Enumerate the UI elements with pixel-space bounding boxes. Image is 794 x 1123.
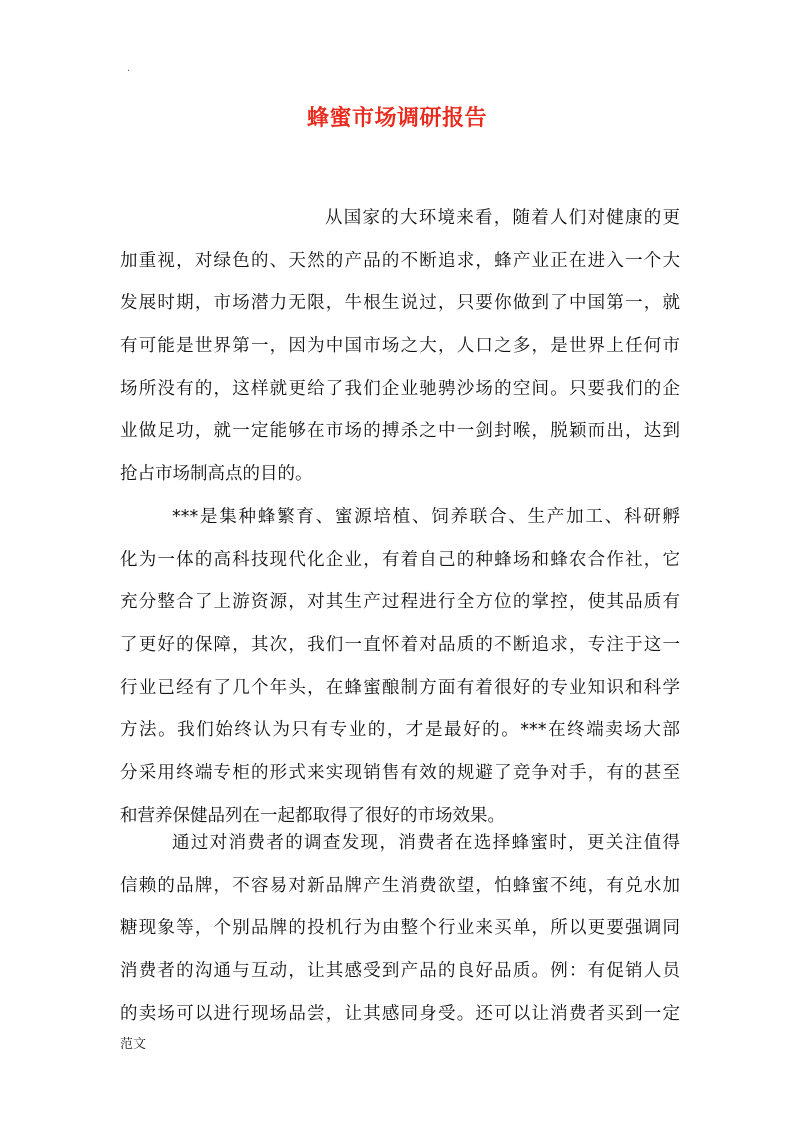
paragraph-line: 了更好的保障，其次，我们一直怀着对品质的不断追求，专注于这一 (120, 635, 680, 656)
paragraph-line: 行业已经有了几个年头，在蜂蜜酿制方面有着很好的专业知识和科学 (120, 677, 680, 698)
paragraph-line: 分采用终端专柜的形式来实现销售有效的规避了竞争对手，有的甚至 (120, 763, 680, 784)
paragraph-line: 从国家的大环境来看，随着人们对健康的更 (325, 208, 680, 228)
corner-mark: . (127, 63, 131, 74)
paragraph-line: 方法。我们始终认为只有专业的，才是最好的。***在终端卖场大部 (120, 720, 680, 741)
paragraph-line: 业做足功，就一定能够在市场的搏杀之中一剑封喉，脱颖而出，达到 (120, 421, 680, 442)
document-title: 蜂蜜市场调研报告 (306, 106, 487, 131)
paragraph-line: 化为一体的高科技现代化企业，有着自己的种蜂场和蜂农合作社，它 (120, 549, 680, 570)
paragraph-2 (120, 496, 680, 838)
paragraph-line: 消费者的沟通与互动，让其感受到产品的良好品质。例：有促销人员 (120, 961, 680, 982)
paragraph-line: 的卖场可以进行现场品尝，让其感同身受。还可以让消费者买到一定 (120, 1003, 680, 1024)
footer-label: 范文 (120, 1037, 147, 1052)
paragraph-line: 有可能是世界第一，因为中国市场之大，人口之多，是世界上任何市 (120, 336, 680, 357)
paragraph-line: 加重视，对绿色的、天然的产品的不断追求，蜂产业正在进入一个大 (120, 250, 680, 271)
paragraph-line: 和营养保健品列在一起都取得了很好的市场效果。 (120, 805, 505, 826)
paragraph-3 (120, 822, 680, 1035)
paragraph-line: 通过对消费者的调查发现，消费者在选择蜂蜜时，更关注值得 (172, 833, 680, 853)
paragraph-line: 信赖的品牌，不容易对新品牌产生消费欲望，怕蜂蜜不纯，有兑水加 (120, 875, 680, 896)
paragraph-line: 抢占市场制高点的目的。 (120, 464, 313, 485)
paragraph-1 (120, 197, 680, 496)
paragraph-line: ***是集种蜂繁育、蜜源培植、饲养联合、生产加工、科研孵 (172, 507, 680, 527)
paragraph-line: 场所没有的，这样就更给了我们企业驰骋沙场的空间。只要我们的企 (120, 378, 680, 399)
paragraph-line: 充分整合了上游资源，对其生产过程进行全方位的掌控，使其品质有 (120, 592, 680, 613)
paragraph-line: 发展时期，市场潜力无限，牛根生说过，只要你做到了中国第一，就 (120, 293, 680, 314)
paragraph-line: 糖现象等，个别品牌的投机行为由整个行业来买单，所以更要强调同 (120, 918, 680, 939)
